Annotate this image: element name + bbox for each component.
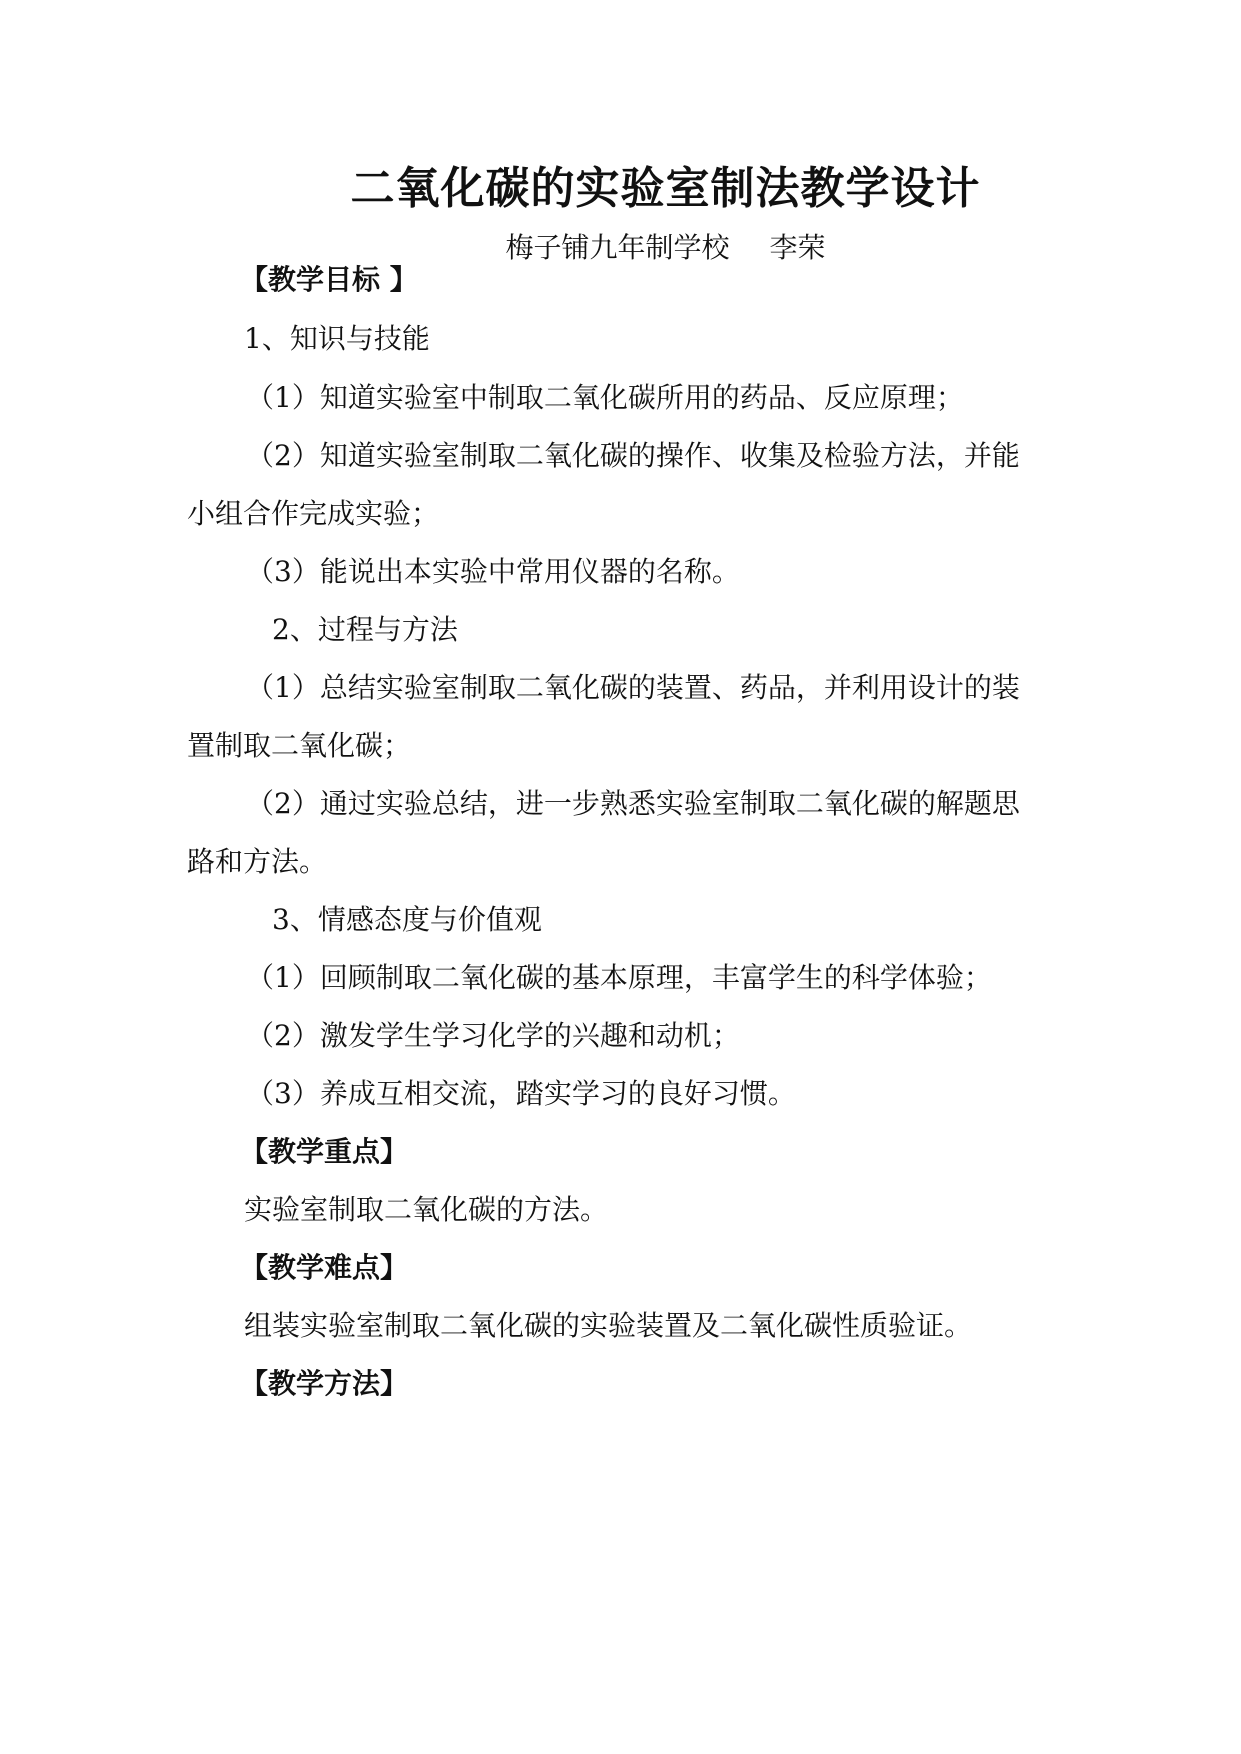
subsection-knowledge: 1、知识与技能	[244, 322, 430, 355]
subsection-attitude: 3、情感态度与价值观	[272, 903, 542, 936]
paragraph-line: 实验室制取二氧化碳的方法。	[244, 1193, 609, 1226]
paragraph-line: （1）回顾制取二氧化碳的基本原理，丰富学生的科学体验；	[246, 961, 992, 994]
author-school: 梅子铺九年制学校	[505, 231, 730, 264]
paragraph-line: （2）通过实验总结，进一步熟悉实验室制取二氧化碳的解题思	[246, 787, 1020, 820]
paragraph-line: （3）能说出本实验中常用仪器的名称。	[246, 555, 740, 588]
section-heading-methods: 【教学方法】	[240, 1367, 409, 1400]
paragraph-line: 小组合作完成实验；	[187, 497, 440, 530]
author-name: 李荣	[769, 231, 826, 264]
section-heading-difficulties: 【教学难点】	[240, 1251, 409, 1284]
paragraph-line: （2）知道实验室制取二氧化碳的操作、收集及检验方法，并能	[246, 439, 1020, 472]
paragraph-line: （1）知道实验室中制取二氧化碳所用的药品、反应原理；	[246, 381, 964, 414]
paragraph-line: 置制取二氧化碳；	[187, 729, 412, 762]
subsection-process: 2、过程与方法	[272, 613, 458, 646]
paragraph-line: （2）激发学生学习化学的兴趣和动机；	[246, 1019, 740, 1052]
paragraph-line: （3）养成互相交流，踏实学习的良好习惯。	[246, 1077, 796, 1110]
author-line	[0, 226, 1241, 266]
paragraph-line: 路和方法。	[187, 845, 328, 878]
document-title: 二氧化碳的实验室制法教学设计	[350, 163, 981, 214]
section-heading-objectives: 【教学目标 】	[240, 263, 418, 296]
section-heading-key-points: 【教学重点】	[240, 1135, 409, 1168]
paragraph-line: （1）总结实验室制取二氧化碳的装置、药品，并利用设计的装	[246, 671, 1020, 704]
paragraph-line: 组装实验室制取二氧化碳的实验装置及二氧化碳性质验证。	[244, 1309, 973, 1342]
